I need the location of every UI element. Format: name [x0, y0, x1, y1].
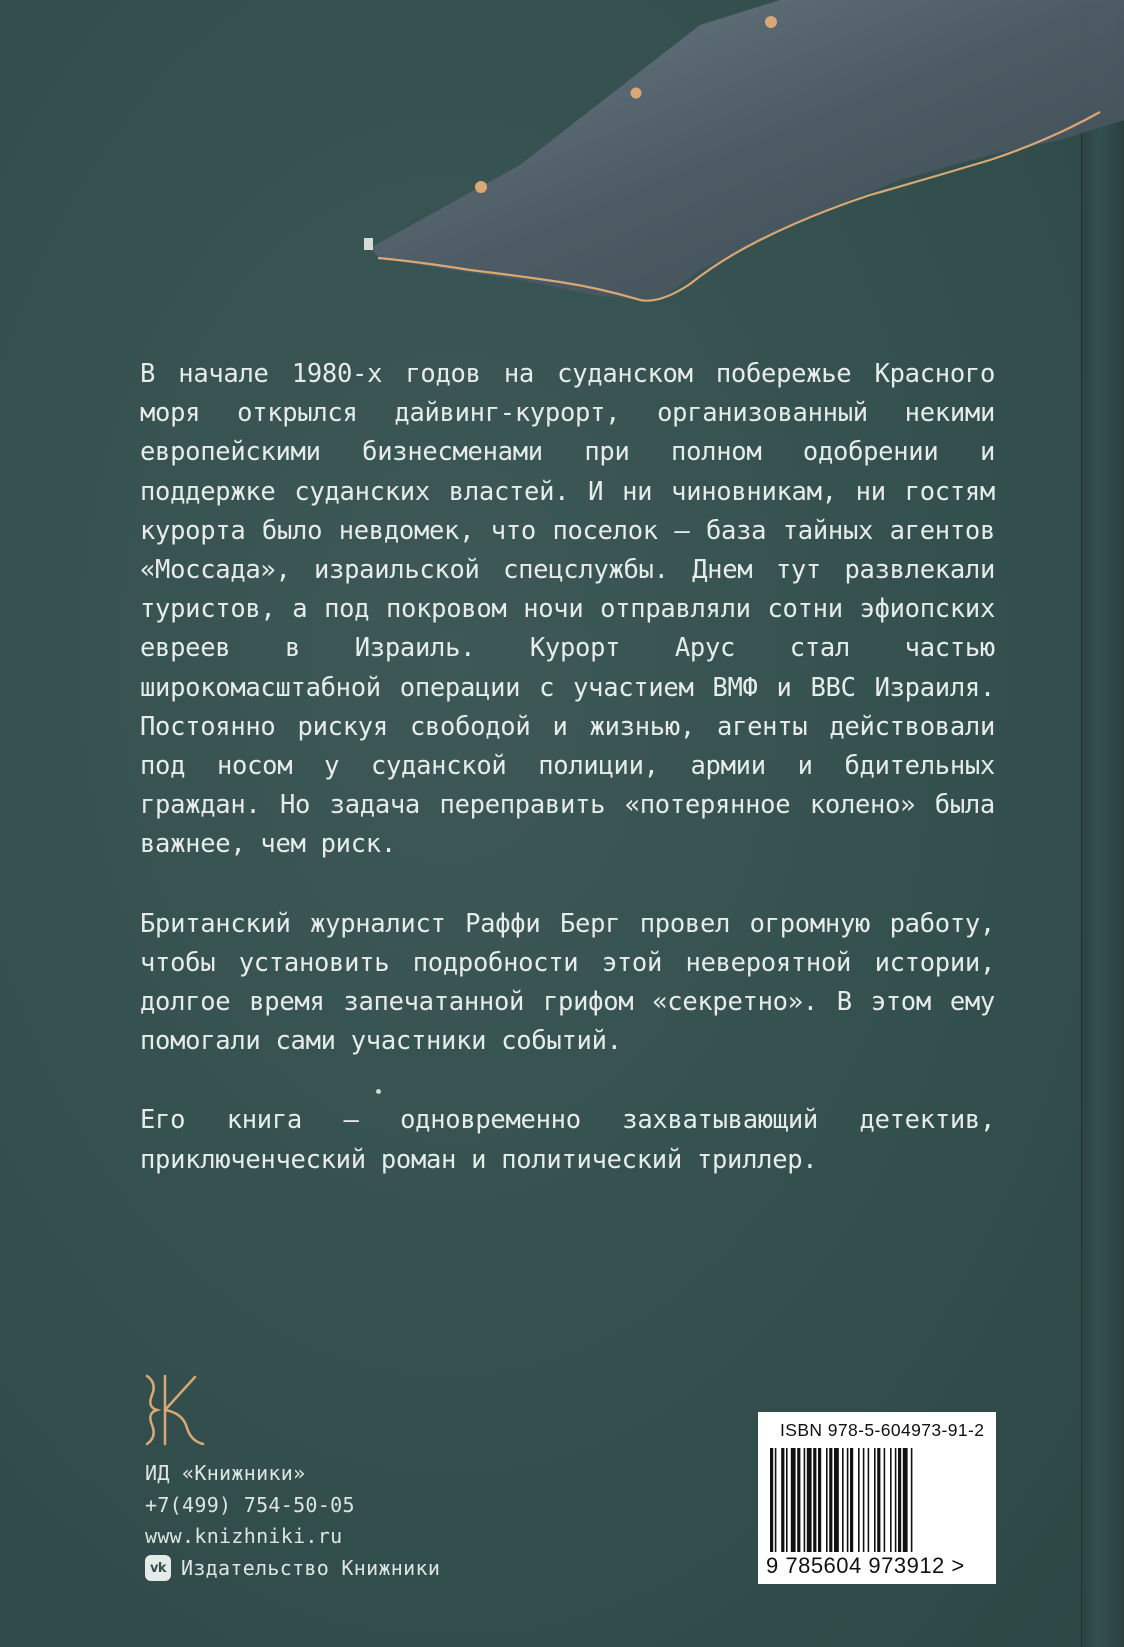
isbn-barcode-label — [758, 1412, 996, 1584]
vk-icon: vk — [145, 1555, 171, 1581]
cover-illustration — [0, 0, 1124, 340]
book-description — [140, 355, 995, 1180]
knizhniki-logo — [143, 1373, 211, 1447]
vk-row — [145, 1553, 440, 1585]
gold-point — [765, 16, 777, 28]
description-paragraph: В начале 1980-х годов на суданском побережье Красного моря открылся дайвинг-курорт, организованный некими европейскими бизнесменами при полном одобрении и поддержке суданских властей. И ни чиновникам, ни гостям курорта было невдомек, что поселок — база тайных агентов «Моссада», израильской спецслужбы. Днем тут развлекали туристов, а под покровом ночи отправляли сотни эфиопских евреев в Израиль. Курорт Арус стал частью широкомасштабной операции с участием ВМФ и ВВС Израиля. Постоянно рискуя свободой и жизнью, агенты действовали под носом у суданской полиции, армии и бдительных граждан. Но задача переправить «потерянное колено» была важнее, чем риск. — [140, 359, 995, 860]
barcode-icon — [766, 1448, 988, 1554]
island-shape — [370, 0, 1124, 300]
tiny-marker — [364, 238, 373, 250]
barcode-digits: 9 785604 973912 > — [766, 1553, 965, 1578]
isbn-number: ISBN 978-5-604973-91-2 — [780, 1420, 985, 1440]
description-paragraph: Его книга — одновременно захватывающий детектив, приключенческий роман и политический триллер. — [140, 1105, 995, 1175]
vk-label: Издательство Книжники — [181, 1555, 441, 1580]
description-paragraph: Британский журналист Раффи Берг провел огромную работу, чтобы установить подробности этой невероятной истории, долгое время запечатанной грифом «секретно». В этом ему помогали сами участники событий. — [140, 908, 995, 1057]
decorative-dot — [376, 1089, 381, 1094]
publisher-website: www.knizhniki.ru — [145, 1524, 343, 1548]
publisher-phone: +7(499) 754-50-05 — [145, 1492, 355, 1517]
publisher-info — [145, 1458, 440, 1584]
gold-point — [475, 181, 487, 193]
publisher-name: ИД «Книжники» — [145, 1461, 306, 1485]
gold-point — [631, 88, 642, 99]
